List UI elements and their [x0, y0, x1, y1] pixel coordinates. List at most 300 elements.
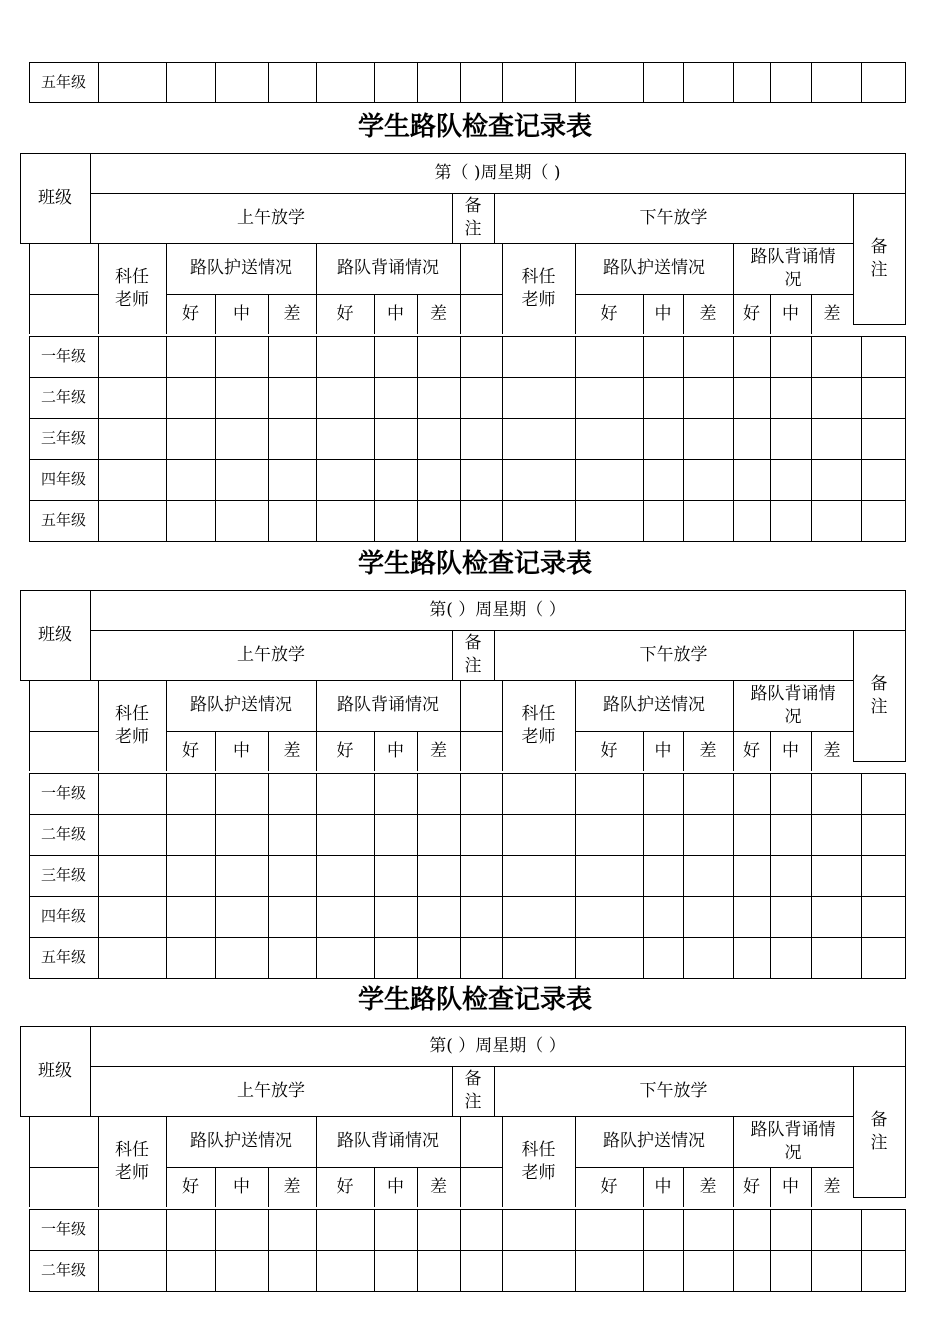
am-teacher-label: 科任 老师 — [115, 266, 149, 310]
table-cell-input[interactable] — [418, 856, 459, 895]
table-rule — [905, 1026, 906, 1067]
table-cell-input[interactable] — [99, 815, 165, 854]
table-cell-input[interactable] — [771, 774, 810, 813]
table-cell-input[interactable] — [771, 897, 810, 936]
table-cell-input[interactable] — [862, 460, 904, 499]
table-cell-input[interactable] — [317, 1210, 373, 1249]
table-cell-input[interactable] — [771, 1251, 810, 1290]
pm-escort-label: 路队护送情况 — [603, 695, 705, 716]
table-rule — [905, 1066, 906, 1197]
table-cell-input[interactable] — [167, 337, 214, 376]
table-cell-input[interactable] — [461, 938, 501, 977]
table-cell-input[interactable] — [216, 897, 267, 936]
table-cell-input[interactable] — [734, 774, 769, 813]
table-cell-input[interactable] — [503, 63, 574, 101]
table-cell-input[interactable] — [216, 460, 267, 499]
table-cell-input[interactable] — [418, 815, 459, 854]
table-cell-input[interactable] — [812, 938, 860, 977]
pm-recite-label: 路队背诵情 况 — [750, 683, 836, 727]
table-cell-input[interactable] — [734, 938, 769, 977]
table-cell-input[interactable] — [99, 501, 165, 540]
table-cell-input[interactable] — [644, 501, 682, 540]
table-cell-input[interactable] — [461, 63, 501, 101]
table-cell-input[interactable] — [684, 460, 732, 499]
table-cell-input[interactable] — [812, 378, 860, 417]
table-cell-input[interactable] — [167, 501, 214, 540]
table-cell-input[interactable] — [317, 856, 373, 895]
pm-escort-label: 路队护送情况 — [603, 258, 705, 279]
pm-recite-label: 路队背诵情 况 — [750, 246, 836, 290]
table-cell-input[interactable] — [503, 378, 574, 417]
week-weekday-line: 第( ）周星期（ ） — [429, 599, 566, 620]
morning-remark-label: 备 注 — [464, 633, 482, 676]
table-cell-input[interactable] — [812, 63, 860, 101]
table-cell-input[interactable] — [812, 815, 860, 854]
rating-label: 中 — [782, 303, 799, 324]
table-cell-input[interactable] — [99, 938, 165, 977]
table-cell-input[interactable] — [812, 856, 860, 895]
table-cell-input[interactable] — [684, 337, 732, 376]
table-cell-input[interactable] — [269, 774, 315, 813]
table-cell-input[interactable] — [269, 856, 315, 895]
rating-label: 中 — [654, 1176, 672, 1197]
table-cell-input[interactable] — [734, 815, 769, 854]
table-cell-input[interactable] — [771, 501, 810, 540]
table-cell-input[interactable] — [644, 856, 682, 895]
table-cell-input[interactable] — [216, 1210, 267, 1249]
table-cell-input[interactable] — [375, 815, 416, 854]
table-cell-input[interactable] — [644, 938, 682, 977]
table-cell-input[interactable] — [862, 378, 904, 417]
rating-label: 好 — [182, 740, 199, 761]
table-cell-input[interactable] — [317, 815, 373, 854]
afternoon-remark-label: 备 注 — [870, 673, 888, 717]
table-cell-input[interactable] — [684, 63, 732, 101]
table-cell-input[interactable] — [375, 1210, 416, 1249]
rating-label: 中 — [782, 740, 799, 761]
rating-label: 差 — [283, 740, 301, 761]
table-cell-input[interactable] — [269, 1210, 315, 1249]
table-cell-input[interactable] — [167, 63, 214, 101]
table-cell-input[interactable] — [167, 815, 214, 854]
table-cell-input[interactable] — [269, 378, 315, 417]
table-cell-input[interactable] — [461, 774, 501, 813]
header-column-rule — [29, 243, 30, 334]
table-cell-input[interactable] — [684, 1210, 732, 1249]
header-column-rule — [29, 680, 30, 771]
grade-label: 三年级 — [40, 866, 86, 885]
table-cell-input[interactable] — [771, 856, 810, 895]
rating-label: 差 — [823, 1176, 841, 1197]
table-cell-input[interactable] — [862, 1210, 904, 1249]
rating-label: 好 — [600, 303, 618, 324]
pm-teacher-label: 科任 老师 — [521, 1139, 556, 1183]
table-cell-input[interactable] — [862, 897, 904, 936]
table-cell-input[interactable] — [99, 897, 165, 936]
table-cell-input[interactable] — [862, 815, 904, 854]
rating-label: 中 — [654, 303, 672, 324]
table-cell-input[interactable] — [734, 1251, 769, 1290]
table-cell-input[interactable] — [644, 337, 682, 376]
table-cell-input[interactable] — [418, 460, 459, 499]
table-cell-input[interactable] — [167, 460, 214, 499]
table-cell-input[interactable] — [684, 897, 732, 936]
table-cell-input[interactable] — [269, 897, 315, 936]
table-rule — [853, 761, 906, 762]
table-cell-input[interactable] — [418, 897, 459, 936]
morning-remark-label: 备 注 — [464, 196, 482, 239]
table-cell-input[interactable] — [216, 419, 267, 458]
table-cell-input[interactable] — [503, 419, 574, 458]
table-cell-input[interactable] — [862, 63, 904, 101]
table-cell-input[interactable] — [317, 774, 373, 813]
table-cell-input[interactable] — [167, 897, 214, 936]
table-cell-input[interactable] — [684, 419, 732, 458]
class-label: 班级 — [38, 187, 72, 208]
table-cell-input[interactable] — [375, 378, 416, 417]
table-cell-input[interactable] — [644, 815, 682, 854]
table-cell-input[interactable] — [644, 897, 682, 936]
table-cell-input[interactable] — [418, 774, 459, 813]
header-column-rule — [460, 1116, 461, 1207]
table-cell-input[interactable] — [461, 501, 501, 540]
table-cell-input[interactable] — [862, 1251, 904, 1290]
table-cell-input[interactable] — [684, 1251, 732, 1290]
table-rule — [460, 1167, 502, 1168]
table-cell-input[interactable] — [684, 774, 732, 813]
table-cell-input[interactable] — [375, 897, 416, 936]
table-cell-input[interactable] — [734, 378, 769, 417]
table-cell-input[interactable] — [317, 337, 373, 376]
table-cell-input[interactable] — [167, 1210, 214, 1249]
table-cell-input[interactable] — [317, 378, 373, 417]
table-cell-input[interactable] — [269, 337, 315, 376]
rating-label: 差 — [823, 303, 841, 324]
table-cell-input[interactable] — [317, 897, 373, 936]
grade-label: 二年级 — [40, 388, 86, 407]
table-cell-input[interactable] — [503, 774, 574, 813]
table-cell-input[interactable] — [269, 419, 315, 458]
grade-column-rule — [905, 1209, 906, 1291]
table-rule — [905, 630, 906, 761]
pm-recite-label: 路队背诵情 况 — [750, 1119, 836, 1163]
table-cell-input[interactable] — [269, 501, 315, 540]
table-cell-input[interactable] — [216, 337, 267, 376]
grade-label: 二年级 — [40, 825, 86, 844]
table-cell-input[interactable] — [734, 337, 769, 376]
table-cell-input[interactable] — [771, 1210, 810, 1249]
morning-remark-label: 备 注 — [464, 1069, 482, 1112]
class-label: 班级 — [38, 624, 72, 645]
table-rule — [905, 153, 906, 194]
table-cell-input[interactable] — [644, 378, 682, 417]
table-cell-input[interactable] — [862, 337, 904, 376]
afternoon-remark-label: 备 注 — [870, 236, 888, 280]
table-cell-input[interactable] — [375, 337, 416, 376]
form-title: 学生路队检查记录表 — [357, 112, 592, 142]
table-cell-input[interactable] — [269, 63, 315, 101]
grade-row-rule — [29, 1291, 906, 1292]
table-cell-input[interactable] — [576, 815, 642, 854]
table-cell-input[interactable] — [216, 501, 267, 540]
table-cell-input[interactable] — [576, 897, 642, 936]
table-cell-input[interactable] — [418, 378, 459, 417]
table-cell-input[interactable] — [317, 63, 373, 101]
table-cell-input[interactable] — [461, 897, 501, 936]
am-recite-label: 路队背诵情况 — [337, 258, 439, 279]
rating-label: 中 — [233, 303, 250, 324]
grade-label: 一年级 — [40, 347, 86, 366]
table-cell-input[interactable] — [812, 1210, 860, 1249]
rating-label: 中 — [387, 303, 404, 324]
grade-row-rule — [29, 541, 906, 542]
table-cell-input[interactable] — [771, 460, 810, 499]
table-cell-input[interactable] — [375, 856, 416, 895]
table-cell-input[interactable] — [862, 938, 904, 977]
table-cell-input[interactable] — [317, 419, 373, 458]
table-cell-input[interactable] — [418, 938, 459, 977]
table-cell-input[interactable] — [812, 419, 860, 458]
table-cell-input[interactable] — [812, 897, 860, 936]
table-cell-input[interactable] — [576, 938, 642, 977]
table-cell-input[interactable] — [644, 774, 682, 813]
table-cell-input[interactable] — [812, 337, 860, 376]
table-cell-input[interactable] — [317, 501, 373, 540]
table-cell-input[interactable] — [576, 501, 642, 540]
table-cell-input[interactable] — [461, 337, 501, 376]
table-cell-input[interactable] — [461, 419, 501, 458]
table-cell-input[interactable] — [269, 815, 315, 854]
table-cell-input[interactable] — [99, 460, 165, 499]
table-cell-input[interactable] — [644, 460, 682, 499]
grade-row-rule — [29, 102, 906, 103]
table-cell-input[interactable] — [734, 1210, 769, 1249]
table-cell-input[interactable] — [862, 856, 904, 895]
table-cell-input[interactable] — [503, 1251, 574, 1290]
table-cell-input[interactable] — [734, 63, 769, 101]
table-cell-input[interactable] — [503, 337, 574, 376]
table-cell-input[interactable] — [461, 460, 501, 499]
table-cell-input[interactable] — [269, 1251, 315, 1290]
table-cell-input[interactable] — [375, 938, 416, 977]
table-cell-input[interactable] — [503, 1210, 574, 1249]
grade-label: 五年级 — [40, 72, 86, 91]
table-cell-input[interactable] — [216, 378, 267, 417]
table-cell-input[interactable] — [684, 815, 732, 854]
table-cell-input[interactable] — [771, 337, 810, 376]
table-cell-input[interactable] — [167, 419, 214, 458]
rating-label: 好 — [336, 303, 354, 324]
table-cell-input[interactable] — [99, 1210, 165, 1249]
table-cell-input[interactable] — [862, 774, 904, 813]
table-cell-input[interactable] — [216, 856, 267, 895]
table-cell-input[interactable] — [734, 897, 769, 936]
table-cell-input[interactable] — [461, 1210, 501, 1249]
table-cell-input[interactable] — [375, 460, 416, 499]
table-cell-input[interactable] — [576, 774, 642, 813]
rating-label: 好 — [600, 1176, 618, 1197]
rating-label: 好 — [182, 1176, 199, 1197]
table-cell-input[interactable] — [167, 856, 214, 895]
table-cell-input[interactable] — [771, 815, 810, 854]
afternoon-dismissal-label: 下午放学 — [639, 1080, 708, 1101]
header-column-rule — [460, 680, 461, 771]
table-cell-input[interactable] — [644, 1210, 682, 1249]
grade-label: 四年级 — [40, 907, 86, 926]
am-recite-label: 路队背诵情况 — [337, 695, 439, 716]
table-cell-input[interactable] — [644, 419, 682, 458]
rating-label: 好 — [600, 740, 618, 761]
table-cell-input[interactable] — [576, 1251, 642, 1290]
table-cell-input[interactable] — [418, 63, 459, 101]
table-cell-input[interactable] — [269, 460, 315, 499]
table-cell-input[interactable] — [461, 856, 501, 895]
table-cell-input[interactable] — [375, 1251, 416, 1290]
table-cell-input[interactable] — [503, 897, 574, 936]
rating-label: 中 — [782, 1176, 799, 1197]
rating-label: 中 — [387, 1176, 404, 1197]
table-cell-input[interactable] — [317, 1251, 373, 1290]
table-cell-input[interactable] — [167, 1251, 214, 1290]
table-cell-input[interactable] — [99, 63, 165, 101]
table-cell-input[interactable] — [503, 460, 574, 499]
morning-dismissal-label: 上午放学 — [237, 1080, 305, 1101]
table-cell-input[interactable] — [734, 460, 769, 499]
table-rule — [460, 294, 502, 295]
table-cell-input[interactable] — [418, 1251, 459, 1290]
table-cell-input[interactable] — [99, 856, 165, 895]
grade-column-rule — [905, 773, 906, 978]
table-cell-input[interactable] — [771, 378, 810, 417]
table-cell-input[interactable] — [812, 460, 860, 499]
table-cell-input[interactable] — [167, 378, 214, 417]
rating-label: 差 — [283, 303, 301, 324]
table-cell-input[interactable] — [862, 419, 904, 458]
rating-label: 中 — [233, 1176, 250, 1197]
rating-label: 差 — [430, 740, 447, 761]
table-cell-input[interactable] — [216, 815, 267, 854]
table-cell-input[interactable] — [216, 774, 267, 813]
table-cell-input[interactable] — [461, 815, 501, 854]
table-cell-input[interactable] — [812, 1251, 860, 1290]
table-cell-input[interactable] — [269, 938, 315, 977]
am-escort-label: 路队护送情况 — [190, 258, 292, 279]
table-cell-input[interactable] — [734, 501, 769, 540]
header-column-rule — [460, 243, 461, 334]
grade-label: 二年级 — [40, 1261, 86, 1280]
table-cell-input[interactable] — [812, 501, 860, 540]
grade-label: 一年级 — [40, 1220, 86, 1239]
table-cell-input[interactable] — [461, 378, 501, 417]
table-cell-input[interactable] — [771, 938, 810, 977]
table-cell-input[interactable] — [418, 1210, 459, 1249]
pm-teacher-label: 科任 老师 — [521, 703, 556, 747]
table-cell-input[interactable] — [99, 1251, 165, 1290]
afternoon-dismissal-label: 下午放学 — [639, 207, 708, 228]
table-cell-input[interactable] — [771, 63, 810, 101]
rating-label: 差 — [699, 303, 717, 324]
table-cell-input[interactable] — [99, 419, 165, 458]
table-cell-input[interactable] — [418, 419, 459, 458]
table-cell-input[interactable] — [503, 815, 574, 854]
table-cell-input[interactable] — [576, 337, 642, 376]
table-cell-input[interactable] — [684, 938, 732, 977]
morning-dismissal-label: 上午放学 — [237, 644, 305, 665]
table-cell-input[interactable] — [418, 501, 459, 540]
table-rule — [905, 193, 906, 324]
table-cell-input[interactable] — [644, 63, 682, 101]
table-cell-input[interactable] — [317, 938, 373, 977]
rating-label: 好 — [336, 1176, 354, 1197]
week-weekday-line: 第（ )周星期（ ) — [434, 162, 561, 183]
table-cell-input[interactable] — [503, 856, 574, 895]
table-cell-input[interactable] — [317, 460, 373, 499]
table-cell-input[interactable] — [734, 856, 769, 895]
table-cell-input[interactable] — [734, 419, 769, 458]
rating-label: 中 — [233, 740, 250, 761]
table-cell-input[interactable] — [167, 938, 214, 977]
grade-column-rule — [905, 62, 906, 102]
form-title: 学生路队检查记录表 — [357, 985, 592, 1015]
table-cell-input[interactable] — [684, 856, 732, 895]
table-cell-input[interactable] — [216, 1251, 267, 1290]
table-cell-input[interactable] — [576, 1210, 642, 1249]
grade-label: 三年级 — [40, 429, 86, 448]
grade-label: 五年级 — [40, 511, 86, 530]
table-cell-input[interactable] — [99, 774, 165, 813]
grade-label: 四年级 — [40, 470, 86, 489]
table-cell-input[interactable] — [503, 501, 574, 540]
table-cell-input[interactable] — [216, 938, 267, 977]
table-cell-input[interactable] — [503, 938, 574, 977]
rating-label: 差 — [699, 740, 717, 761]
table-cell-input[interactable] — [812, 774, 860, 813]
table-cell-input[interactable] — [862, 501, 904, 540]
table-cell-input[interactable] — [576, 378, 642, 417]
table-cell-input[interactable] — [99, 378, 165, 417]
table-cell-input[interactable] — [576, 856, 642, 895]
grade-label: 五年级 — [40, 948, 86, 967]
rating-label: 差 — [823, 740, 841, 761]
table-cell-input[interactable] — [375, 774, 416, 813]
rating-label: 中 — [654, 740, 672, 761]
table-cell-input[interactable] — [418, 337, 459, 376]
table-cell-input[interactable] — [576, 63, 642, 101]
table-cell-input[interactable] — [461, 1251, 501, 1290]
table-cell-input[interactable] — [771, 419, 810, 458]
rating-label: 好 — [336, 740, 354, 761]
table-cell-input[interactable] — [684, 378, 732, 417]
table-cell-input[interactable] — [644, 1251, 682, 1290]
table-cell-input[interactable] — [375, 63, 416, 101]
table-cell-input[interactable] — [99, 337, 165, 376]
table-cell-input[interactable] — [167, 774, 214, 813]
table-cell-input[interactable] — [375, 501, 416, 540]
am-escort-label: 路队护送情况 — [190, 1131, 292, 1152]
am-recite-label: 路队背诵情况 — [337, 1131, 439, 1152]
table-cell-input[interactable] — [684, 501, 732, 540]
pm-teacher-label: 科任 老师 — [521, 266, 556, 310]
week-weekday-line: 第( ）周星期（ ） — [429, 1035, 566, 1056]
rating-label: 好 — [743, 303, 760, 324]
table-cell-input[interactable] — [576, 419, 642, 458]
table-cell-input[interactable] — [216, 63, 267, 101]
table-cell-input[interactable] — [375, 419, 416, 458]
table-cell-input[interactable] — [576, 460, 642, 499]
class-label: 班级 — [38, 1060, 72, 1081]
am-teacher-label: 科任 老师 — [115, 1139, 149, 1183]
rating-label: 好 — [743, 1176, 760, 1197]
